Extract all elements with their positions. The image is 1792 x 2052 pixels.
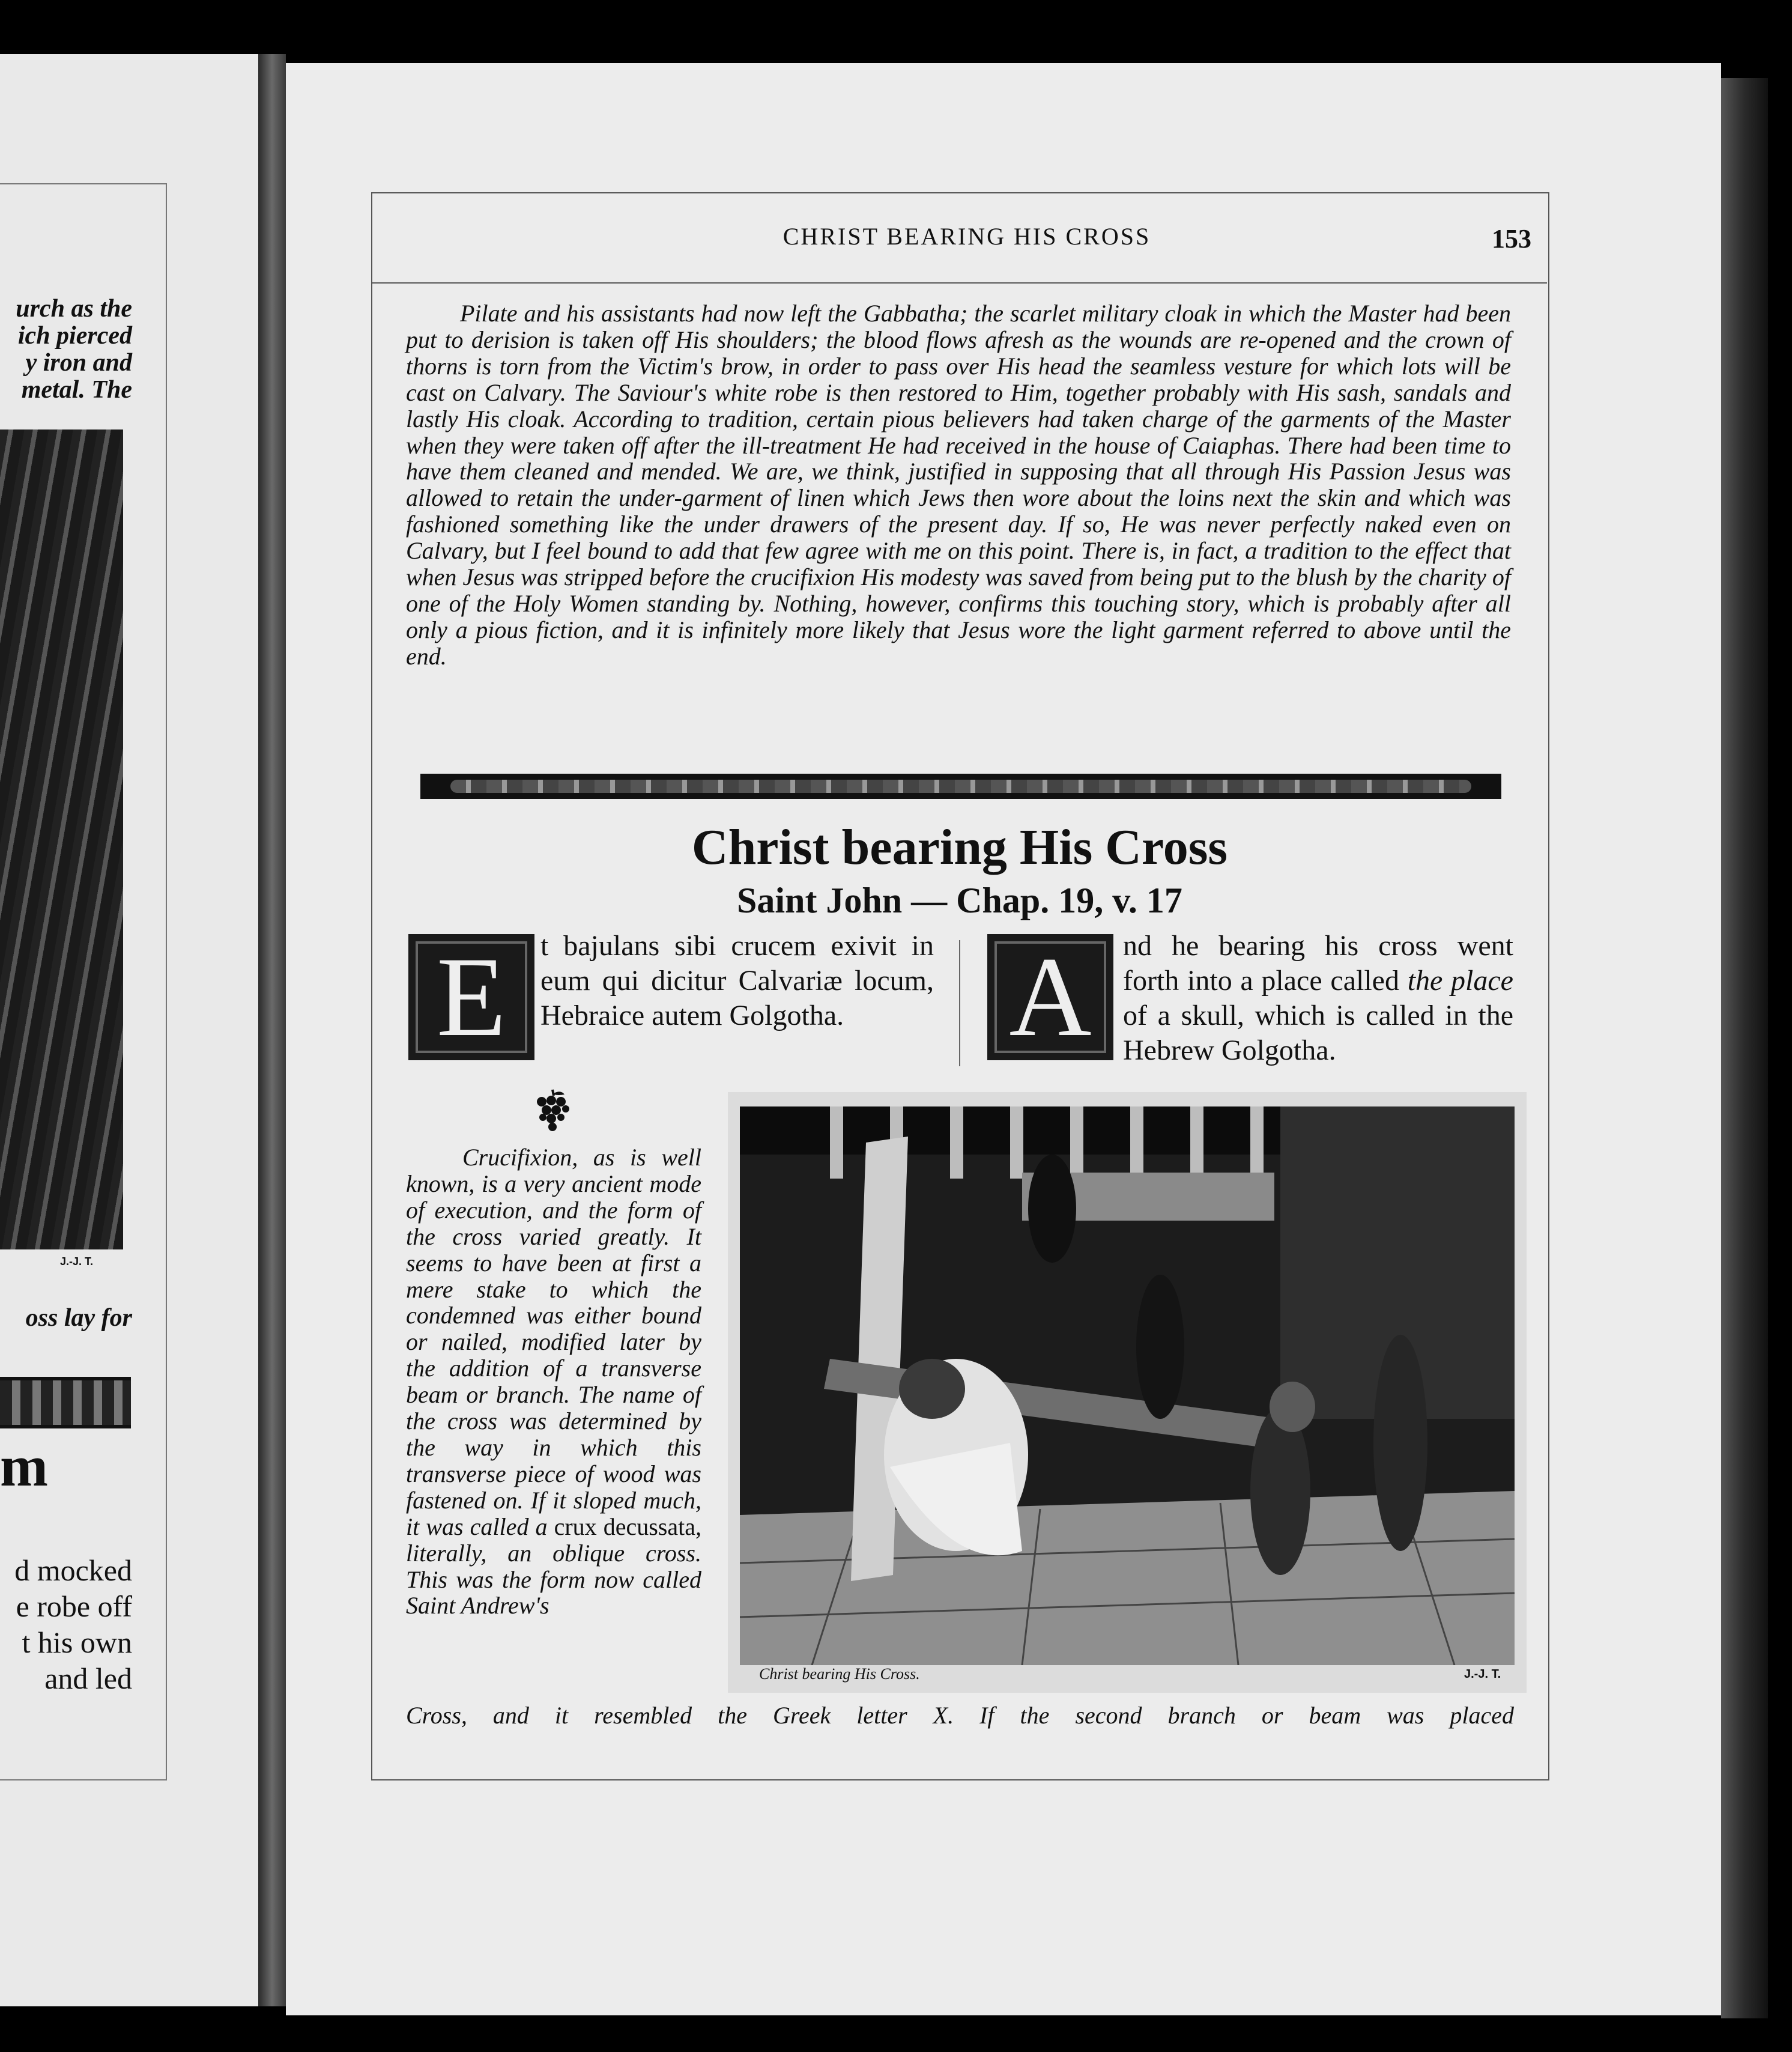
latin-dropcap xyxy=(408,934,534,1060)
latin-dropcap-letter: E xyxy=(436,934,507,1060)
bottom-line: Cross, and it resembled the Greek letter X. If the second branch or beam was placed xyxy=(406,1702,1514,1729)
left-body-line-3: t his own xyxy=(22,1626,132,1659)
book-spine xyxy=(258,54,286,2006)
latin-verse: t bajulans sibi crucem exivit in eum qui dicitur Calvariæ locum, Hebraice autem Golgotha. xyxy=(540,930,934,1031)
illustration-plate xyxy=(728,1092,1527,1693)
header-rule xyxy=(371,282,1547,284)
page-number: 153 xyxy=(1492,224,1531,253)
english-dropcap-letter: A xyxy=(1009,934,1092,1060)
christ-bearing-cross-engraving xyxy=(740,1106,1515,1665)
left-page-engraving xyxy=(0,430,123,1249)
left-heading-fragment: m xyxy=(0,1434,48,1498)
section-subtitle: Saint John — Chap. 19, v. 17 xyxy=(737,881,1182,920)
left-plate-credit: J.-J. T. xyxy=(60,1255,94,1267)
plate-credit: J.-J. T. xyxy=(1464,1668,1501,1681)
crucifixion-paragraph-b: , literally, an oblique cross. This was the form now called Saint Andrew's xyxy=(406,1513,701,1619)
left-line-after-plate: oss lay for xyxy=(25,1304,132,1332)
left-body-line-2: e robe off xyxy=(16,1589,132,1623)
crucifixion-paragraph xyxy=(406,1144,701,1619)
page-edge xyxy=(1721,78,1768,2018)
left-body-line-1: d mocked xyxy=(14,1553,132,1587)
crucifixion-paragraph-a: Crucifixion, as is well known, is a very ancient mode of execution, and the form of the cross varied greatly. It seems to have been at first a mere stake to which the condemned was either bound or nailed, modified later by the addition of a transverse beam or branch. The name of the cross was determined by the way in which this transverse piece of wood was fastened on. If it sloped much, it was called a xyxy=(406,1144,701,1540)
section-title: Christ bearing His Cross xyxy=(691,819,1228,875)
english-verse-pre: nd he bearing his cross went forth into a place called xyxy=(1123,930,1513,997)
column-divider xyxy=(959,940,960,1066)
left-body-line-4: and led xyxy=(44,1662,132,1695)
top-paragraph: Pilate and his assistants had now left the Gabbatha; the scarlet military cloak in which the Master had been put to derision is taken off His shoulders; the blood flows afresh as the wounds are re-opened and the crown of thorns is torn from the Victim's brow, in order to pass over His head the seamless vesture for which lots will be cast on Calvary. The Saviour's white robe is then restored to Him, together probably with His sash, sandals and lastly His cloak. According to tradition, certain pious believers had taken charge of the garments of the Master when they were taken off after the ill-treatment He had received in the house of Caiaphas. There had been time to have them cleaned and mended. We are, we think, justified in supposing that all through His Passion Jesus was allowed to retain the under-garment of linen which Jews then wore about the loins next the skin and which was fashioned something like the under drawers of the present day. If so, He was never perfectly naked even on Calvary, but I feel bound to add that few agree with me on this point. There is, in fact, a tradition to the effect that when Jesus was stripped before the crucifixion His modesty was saved from being put to the blush by the charity of one of the Holy Women standing by. Nothing, however, confirms this touching story, which is probably after all only a pious fiction, and it is infinitely more likely that Jesus wore the light garment referred to above until the end. xyxy=(406,300,1511,670)
plate-caption: Christ bearing His Cross. xyxy=(759,1665,920,1683)
english-verse-italic: the place xyxy=(1407,965,1513,997)
ornamental-rule xyxy=(420,774,1501,799)
left-line-2: ich pierced xyxy=(17,322,132,350)
left-line-3: y iron and xyxy=(25,349,132,377)
grape-cluster-icon xyxy=(533,1088,572,1133)
english-verse xyxy=(1123,929,1513,1068)
running-head: CHRIST BEARING HIS CROSS xyxy=(782,223,1151,250)
left-line-1: urch as the xyxy=(16,295,132,323)
left-ornament-band xyxy=(0,1377,131,1428)
english-verse-post: of a skull, which is called in the Hebrew Golgotha. xyxy=(1123,1000,1513,1066)
crux-decussata-term: crux decussata xyxy=(554,1513,695,1540)
english-dropcap xyxy=(987,934,1113,1060)
left-line-4: metal. The xyxy=(21,376,132,404)
